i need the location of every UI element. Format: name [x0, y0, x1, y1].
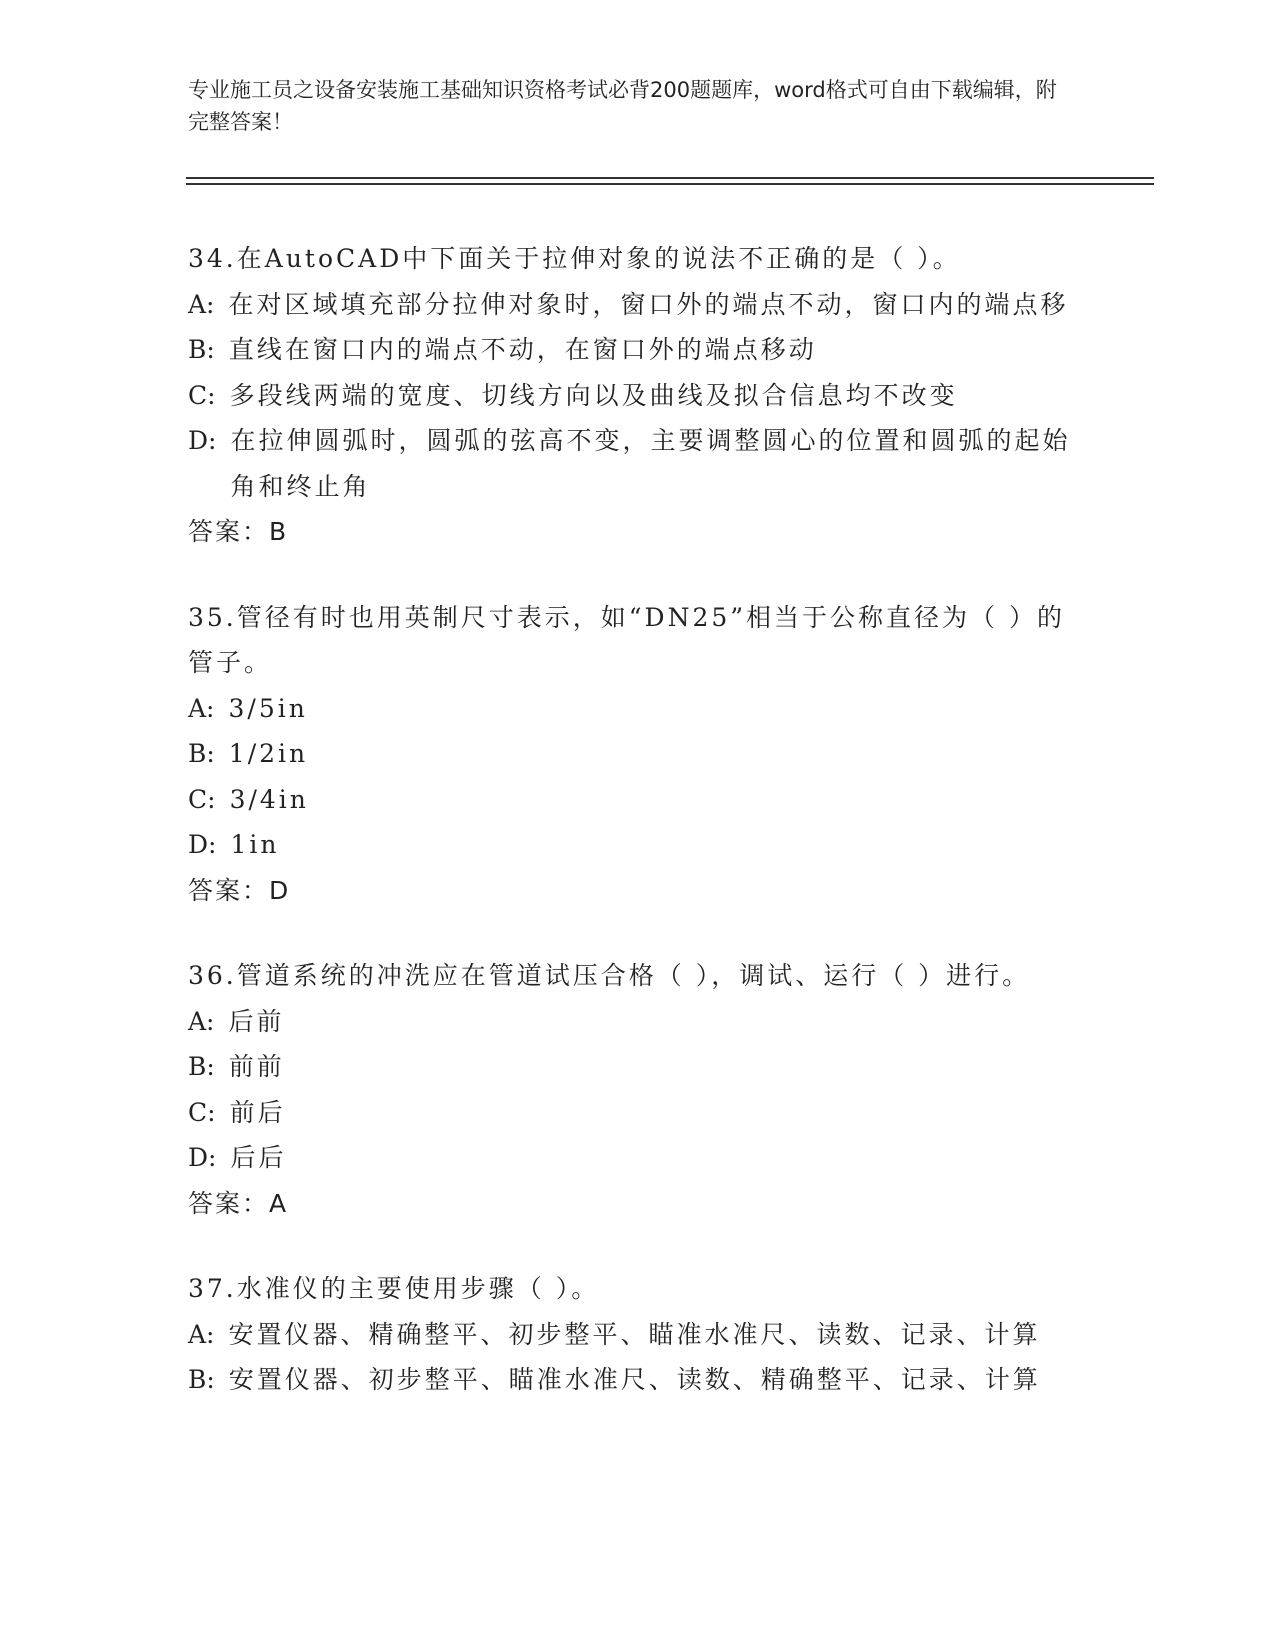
option-text: 后后: [230, 1143, 287, 1172]
option-text: 在对区域填充部分拉伸对象时，窗口外的端点不动，窗口内的端点移: [228, 289, 1069, 319]
option-key: B:: [188, 1365, 215, 1394]
question-36: [188, 953, 1078, 1226]
answer-line: 答案：B: [188, 517, 289, 546]
option-b: [188, 327, 1078, 373]
option-text: 在拉伸圆弧时，圆弧的弦高不变，主要调整圆心的位置和圆弧的起始角和终止角: [230, 426, 1071, 501]
question-37: [188, 1266, 1078, 1403]
option-c: [188, 777, 1078, 823]
option-text: 1/2in: [228, 739, 309, 768]
answer-line: 答案：A: [188, 1188, 289, 1218]
option-d: [188, 822, 1078, 868]
question-stem: 35.管径有时也用英制尺寸表示，如“DN25”相当于公称直径为（ ）的管子。: [188, 602, 1065, 677]
option-d: [188, 418, 1078, 509]
option-key: B:: [188, 1052, 215, 1081]
option-text: 安置仪器、精确整平、初步整平、瞄准水准尺、读数、记录、计算: [228, 1319, 1041, 1349]
question-34: [188, 236, 1078, 555]
question-list: [188, 236, 1078, 1443]
answer-line: 答案：D: [188, 875, 291, 905]
option-text: 安置仪器、初步整平、瞄准水准尺、读数、精确整平、记录、计算: [228, 1365, 1041, 1394]
option-c: [188, 1090, 1078, 1136]
header-rule-bottom: [186, 183, 1154, 185]
option-b: [188, 731, 1078, 777]
option-key: D:: [188, 426, 217, 455]
option-key: A:: [188, 693, 215, 723]
option-key: D:: [188, 1143, 217, 1172]
option-text: 3/5in: [228, 693, 308, 723]
option-text: 后前: [228, 1006, 285, 1036]
option-text: 直线在窗口内的端点不动，在窗口外的端点移动: [228, 335, 817, 364]
option-key: D:: [188, 830, 217, 859]
option-key: A:: [188, 1319, 215, 1349]
option-key: B:: [188, 739, 215, 768]
document-header: 专业施工员之设备安装施工基础知识资格考试必背200题题库，word格式可自由下载编辑，附完整答案！: [188, 78, 1057, 134]
option-key: C:: [188, 784, 216, 814]
option-d: [188, 1135, 1078, 1181]
option-b: [188, 1044, 1078, 1090]
question-stem: 36.管道系统的冲洗应在管道试压合格（ ），调试、运行（ ）进行。: [188, 961, 1031, 990]
question-35: [188, 595, 1078, 914]
header-rule-top: [186, 177, 1154, 179]
option-key: A:: [188, 1006, 215, 1036]
option-a: [188, 282, 1078, 328]
option-text: 前前: [228, 1052, 285, 1081]
option-a: [188, 1312, 1078, 1358]
option-key: B:: [188, 335, 215, 364]
option-text: 前后: [229, 1097, 286, 1127]
option-a: [188, 999, 1078, 1045]
option-c: [188, 373, 1078, 419]
option-b: [188, 1357, 1078, 1403]
option-text: 多段线两端的宽度、切线方向以及曲线及拟合信息均不改变: [229, 380, 958, 410]
question-stem: 34.在AutoCAD中下面关于拉伸对象的说法不正确的是（ ）。: [188, 244, 961, 273]
option-text: 3/4in: [229, 784, 309, 814]
option-key: C:: [188, 1097, 216, 1127]
option-key: C:: [188, 380, 216, 410]
option-text: 1in: [230, 830, 280, 859]
question-stem: 37.水准仪的主要使用步骤（ ）。: [188, 1274, 600, 1303]
option-key: A:: [188, 289, 215, 319]
option-a: [188, 686, 1078, 732]
